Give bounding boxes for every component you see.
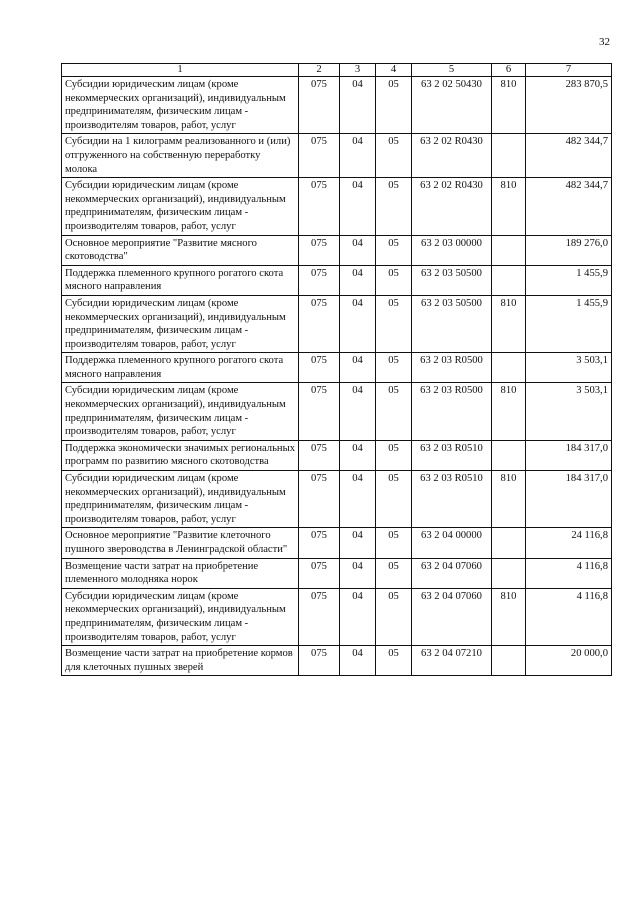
section-cell: 04 — [340, 558, 376, 588]
subsection-cell: 05 — [376, 440, 412, 470]
amount-cell: 20 000,0 — [526, 646, 612, 676]
amount-cell: 4 116,8 — [526, 588, 612, 645]
subsection-cell: 05 — [376, 295, 412, 352]
amount-cell: 3 503,1 — [526, 383, 612, 440]
page-number: 32 — [599, 36, 610, 48]
ministry-code-cell: 075 — [299, 353, 340, 383]
row-name-cell: Субсидии юридическим лицам (кроме некоммерческих организаций), индивидуальным предпринимателям, физическим лицам - производителям товаров, работ, услуг — [62, 383, 299, 440]
column-header: 3 — [340, 64, 376, 77]
row-name-cell: Субсидии юридическим лицам (кроме некоммерческих организаций), индивидуальным предпринимателям, физическим лицам - производителям товаров, работ, услуг — [62, 471, 299, 528]
target-article-cell: 63 2 04 07060 — [412, 588, 492, 645]
amount-cell: 1 455,9 — [526, 295, 612, 352]
section-cell: 04 — [340, 178, 376, 235]
subsection-cell: 05 — [376, 383, 412, 440]
section-cell: 04 — [340, 235, 376, 265]
target-article-cell: 63 2 03 R0500 — [412, 353, 492, 383]
table-row — [62, 353, 612, 383]
section-cell: 04 — [340, 295, 376, 352]
target-article-cell: 63 2 03 00000 — [412, 235, 492, 265]
expense-type-cell: 810 — [492, 178, 526, 235]
amount-cell: 189 276,0 — [526, 235, 612, 265]
expense-type-cell — [492, 528, 526, 558]
amount-cell: 482 344,7 — [526, 178, 612, 235]
subsection-cell: 05 — [376, 646, 412, 676]
row-name-cell: Основное мероприятие "Развитие мясного скотоводства" — [62, 235, 299, 265]
section-cell: 04 — [340, 588, 376, 645]
table-row — [62, 440, 612, 470]
row-name-cell: Возмещение части затрат на приобретение кормов для клеточных пушных зверей — [62, 646, 299, 676]
ministry-code-cell: 075 — [299, 235, 340, 265]
ministry-code-cell: 075 — [299, 295, 340, 352]
target-article-cell: 63 2 02 R0430 — [412, 178, 492, 235]
target-article-cell: 63 2 03 50500 — [412, 265, 492, 295]
amount-cell: 3 503,1 — [526, 353, 612, 383]
table-row — [62, 528, 612, 558]
subsection-cell: 05 — [376, 353, 412, 383]
column-header: 7 — [526, 64, 612, 77]
row-name-cell: Субсидии юридическим лицам (кроме некоммерческих организаций), индивидуальным предпринимателям, физическим лицам - производителям товаров, работ, услуг — [62, 588, 299, 645]
ministry-code-cell: 075 — [299, 383, 340, 440]
section-cell: 04 — [340, 528, 376, 558]
table-row — [62, 383, 612, 440]
expense-type-cell — [492, 235, 526, 265]
table-row — [62, 646, 612, 676]
subsection-cell: 05 — [376, 265, 412, 295]
ministry-code-cell: 075 — [299, 77, 340, 134]
ministry-code-cell: 075 — [299, 440, 340, 470]
row-name-cell: Возмещение части затрат на приобретение племенного молодняка норок — [62, 558, 299, 588]
column-header: 2 — [299, 64, 340, 77]
subsection-cell: 05 — [376, 235, 412, 265]
amount-cell: 1 455,9 — [526, 265, 612, 295]
target-article-cell: 63 2 02 50430 — [412, 77, 492, 134]
section-cell: 04 — [340, 440, 376, 470]
amount-cell: 4 116,8 — [526, 558, 612, 588]
section-cell: 04 — [340, 646, 376, 676]
expense-type-cell — [492, 646, 526, 676]
target-article-cell: 63 2 04 07210 — [412, 646, 492, 676]
expense-type-cell — [492, 558, 526, 588]
amount-cell: 283 870,5 — [526, 77, 612, 134]
row-name-cell: Субсидии юридическим лицам (кроме некоммерческих организаций), индивидуальным предпринимателям, физическим лицам - производителям товаров, работ, услуг — [62, 77, 299, 134]
ministry-code-cell: 075 — [299, 588, 340, 645]
target-article-cell: 63 2 02 R0430 — [412, 134, 492, 178]
row-name-cell: Поддержка экономически значимых региональных программ по развитию мясного скотоводства — [62, 440, 299, 470]
ministry-code-cell: 075 — [299, 646, 340, 676]
column-header: 6 — [492, 64, 526, 77]
column-header: 1 — [62, 64, 299, 77]
table-row — [62, 178, 612, 235]
row-name-cell: Основное мероприятие "Развитие клеточного пушного звероводства в Ленинградской области" — [62, 528, 299, 558]
table-body — [62, 77, 612, 676]
row-name-cell: Поддержка племенного крупного рогатого скота мясного направления — [62, 265, 299, 295]
budget-table — [61, 63, 612, 676]
expense-type-cell — [492, 353, 526, 383]
row-name-cell: Субсидии юридическим лицам (кроме некоммерческих организаций), индивидуальным предпринимателям, физическим лицам - производителям товаров, работ, услуг — [62, 295, 299, 352]
expense-type-cell: 810 — [492, 588, 526, 645]
section-cell: 04 — [340, 353, 376, 383]
ministry-code-cell: 075 — [299, 558, 340, 588]
row-name-cell: Поддержка племенного крупного рогатого скота мясного направления — [62, 353, 299, 383]
expense-type-cell — [492, 440, 526, 470]
target-article-cell: 63 2 03 R0510 — [412, 471, 492, 528]
subsection-cell: 05 — [376, 178, 412, 235]
target-article-cell: 63 2 03 R0510 — [412, 440, 492, 470]
subsection-cell: 05 — [376, 471, 412, 528]
table-row — [62, 471, 612, 528]
section-cell: 04 — [340, 471, 376, 528]
target-article-cell: 63 2 03 50500 — [412, 295, 492, 352]
ministry-code-cell: 075 — [299, 178, 340, 235]
header-row — [62, 64, 612, 77]
target-article-cell: 63 2 03 R0500 — [412, 383, 492, 440]
section-cell: 04 — [340, 77, 376, 134]
table-row — [62, 235, 612, 265]
table-header — [62, 64, 612, 77]
ministry-code-cell: 075 — [299, 528, 340, 558]
row-name-cell: Субсидии на 1 килограмм реализованного и (или) отгруженного на собственную переработку молока — [62, 134, 299, 178]
expense-type-cell: 810 — [492, 295, 526, 352]
amount-cell: 184 317,0 — [526, 440, 612, 470]
target-article-cell: 63 2 04 00000 — [412, 528, 492, 558]
ministry-code-cell: 075 — [299, 471, 340, 528]
column-header: 4 — [376, 64, 412, 77]
table-row — [62, 134, 612, 178]
expense-type-cell — [492, 265, 526, 295]
table-row — [62, 588, 612, 645]
section-cell: 04 — [340, 383, 376, 440]
amount-cell: 24 116,8 — [526, 528, 612, 558]
expense-type-cell: 810 — [492, 471, 526, 528]
table-row — [62, 295, 612, 352]
expense-type-cell: 810 — [492, 383, 526, 440]
section-cell: 04 — [340, 265, 376, 295]
subsection-cell: 05 — [376, 134, 412, 178]
target-article-cell: 63 2 04 07060 — [412, 558, 492, 588]
subsection-cell: 05 — [376, 77, 412, 134]
column-header: 5 — [412, 64, 492, 77]
table-row — [62, 265, 612, 295]
row-name-cell: Субсидии юридическим лицам (кроме некоммерческих организаций), индивидуальным предпринимателям, физическим лицам - производителям товаров, работ, услуг — [62, 178, 299, 235]
table-row — [62, 558, 612, 588]
ministry-code-cell: 075 — [299, 134, 340, 178]
subsection-cell: 05 — [376, 588, 412, 645]
amount-cell: 482 344,7 — [526, 134, 612, 178]
subsection-cell: 05 — [376, 528, 412, 558]
subsection-cell: 05 — [376, 558, 412, 588]
section-cell: 04 — [340, 134, 376, 178]
expense-type-cell: 810 — [492, 77, 526, 134]
expense-type-cell — [492, 134, 526, 178]
ministry-code-cell: 075 — [299, 265, 340, 295]
table-row — [62, 77, 612, 134]
amount-cell: 184 317,0 — [526, 471, 612, 528]
